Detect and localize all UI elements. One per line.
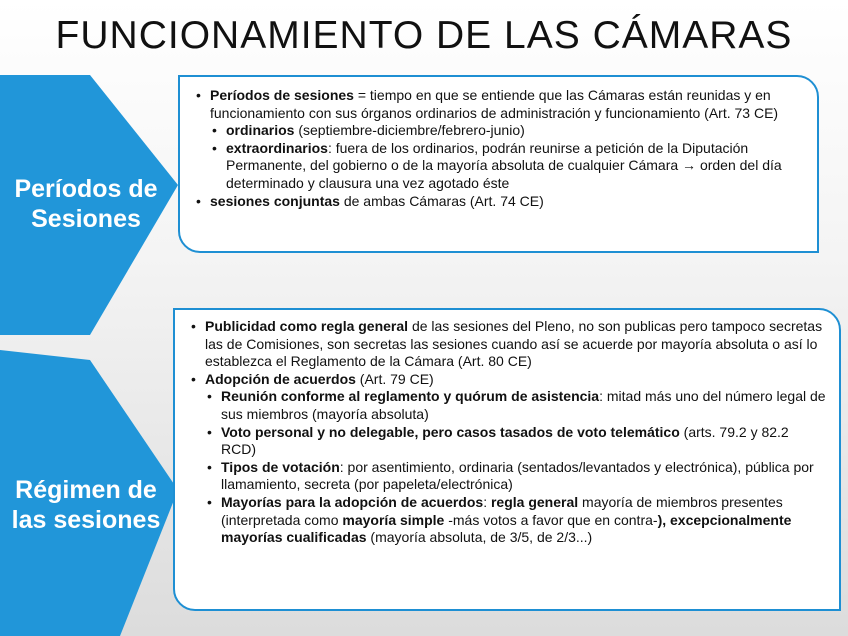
item-bold: Reunión conforme al reglamento y quórum de asistencia <box>221 388 600 405</box>
item-text: mayoría de miembros presentes (interpretada como <box>221 493 783 528</box>
item-bold: Voto personal y no delegable, pero casos tasados de voto telemático <box>221 423 680 440</box>
list-periodos <box>192 87 805 210</box>
list-item <box>192 193 805 211</box>
item-text: (mayoría absoluta, de 3/5, de 2/3...) <box>366 529 593 546</box>
label-periodos <box>0 174 172 234</box>
item-bold: Publicidad como regla general <box>205 318 409 334</box>
list-item <box>205 494 827 547</box>
label-periodos-line2: Sesiones <box>31 205 141 233</box>
item-text: de las sesiones del Pleno, no son publicas pero tampoco secretas las de Comisiones, son secretas las sesiones cuando así se acuerde por mayoría absoluta o así lo establezca el Reglamento de la Cámara (Art. 80 CE) <box>205 318 823 370</box>
item-text: : fuera de los ordinarios, podrán reunirse a petición de la Diputación Permanente, del gobierno o de la mayoría absoluta de cualquier Cámara → orden del día determinado y clausura una vez agotado éste <box>226 139 782 191</box>
item-bold: Tipos de votación <box>221 458 340 475</box>
panel-periodos <box>178 75 819 253</box>
list-item <box>187 318 827 371</box>
item-text: (arts. 79.2 y 82.2 RCD) <box>221 423 789 458</box>
item-text: = tiempo en que se entiende que las Cámaras están reunidas y en funcionamiento con sus órganos ordinarios de administración y funcionamiento (Art. 73 CE) <box>210 87 779 121</box>
item-text: de ambas Cámaras (Art. 74 CE) <box>339 192 544 209</box>
slide-title: FUNCIONAMIENTO DE LAS CÁMARAS <box>55 14 793 57</box>
item-bold: Períodos de sesiones <box>210 87 354 103</box>
item-bold: extraordinarios <box>226 139 328 156</box>
list-item <box>210 122 805 140</box>
list-item <box>205 459 827 494</box>
list-item <box>205 424 827 459</box>
item-text: : mitad más uno del número legal de sus miembros (mayoría absoluta) <box>221 388 826 422</box>
list-item <box>205 388 827 423</box>
item-text: : por asentimiento, ordinaria (sentados/levantados y electrónica), pública por llamamiento, secreta (por papeleta/electrónica) <box>221 458 814 493</box>
item-text: -más votos a favor que en contra- <box>444 511 658 528</box>
item-bold: regla general <box>490 493 579 510</box>
list-regimen <box>187 318 827 547</box>
item-bold: Adopción de acuerdos <box>205 370 356 387</box>
item-text: (Art. 79 CE) <box>355 370 434 387</box>
list-item <box>187 371 827 547</box>
item-text: (septiembre-diciembre/febrero-junio) <box>294 122 525 139</box>
item-bold: ordinarios <box>226 122 295 139</box>
label-regimen-line1: Régimen de <box>15 476 157 504</box>
panel-regimen <box>173 308 841 611</box>
list-item <box>192 87 805 193</box>
label-regimen <box>0 475 172 535</box>
item-text: : <box>483 493 491 510</box>
chevron-regimen <box>0 300 178 636</box>
list-item <box>210 140 805 193</box>
label-regimen-line2: las sesiones <box>11 506 161 534</box>
item-bold: sesiones conjuntas <box>210 192 340 209</box>
item-bold: Mayorías para la adopción de acuerdos <box>221 493 484 510</box>
item-bold: ), excepcionalmente mayorías cualificadas <box>221 511 792 546</box>
label-periodos-line1: Períodos de <box>14 175 158 203</box>
item-bold: mayoría simple <box>342 511 445 528</box>
